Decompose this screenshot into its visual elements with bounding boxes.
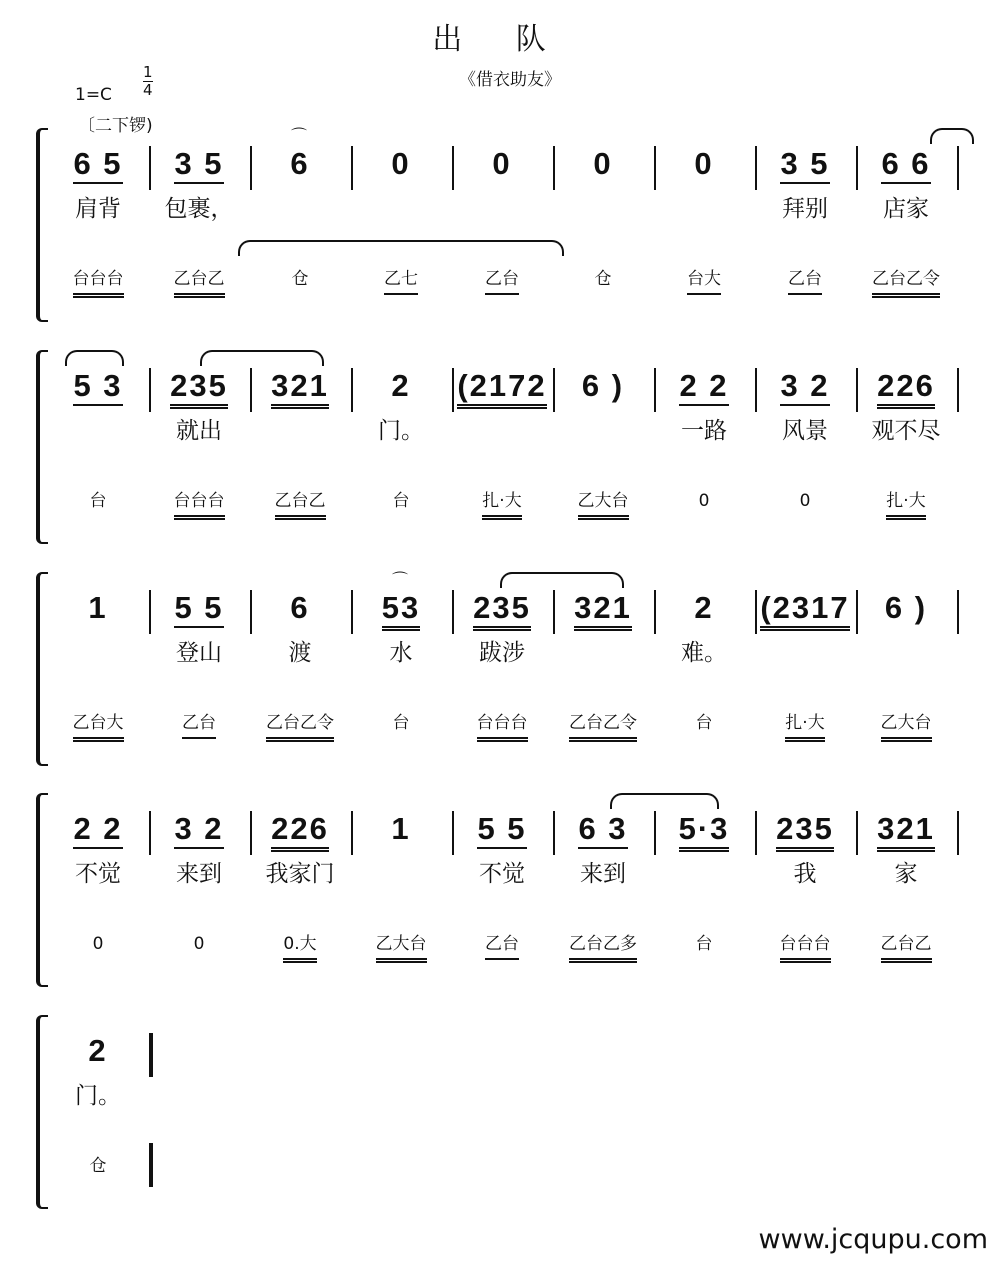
percussion-text: 仓 (291, 269, 309, 289)
measure-notes (553, 368, 653, 404)
lyric: 店家 (883, 196, 929, 222)
percussion (48, 1155, 148, 1180)
percussion-text: 乙台乙令 (872, 268, 940, 298)
percussion (250, 933, 350, 963)
percussion (553, 268, 653, 293)
slur (200, 350, 324, 366)
percussion (48, 933, 148, 958)
note-group: 235 (776, 811, 834, 852)
barline (957, 146, 959, 190)
barline (957, 811, 959, 855)
lyric: 门。 (378, 418, 424, 444)
lyric: 肩背 (75, 196, 121, 222)
note-group: 0 (391, 146, 411, 181)
percussion (755, 268, 855, 295)
percussion-text: 乙台乙 (174, 268, 225, 298)
percussion-text: 乙台 (485, 933, 519, 960)
percussion (553, 712, 653, 742)
barline (149, 1033, 153, 1077)
lyric: 家 (894, 861, 918, 887)
note-group: 0 (593, 146, 613, 181)
note-group: 2 2 (679, 368, 728, 406)
lyric: 我 (793, 861, 817, 887)
slur (610, 793, 719, 809)
percussion-text: 扎·大 (785, 712, 824, 742)
percussion-text: 台 (392, 491, 410, 511)
measure-notes (654, 590, 754, 626)
percussion (654, 712, 754, 737)
percussion-text: 乙台乙 (275, 490, 326, 520)
note-group: 5·3 (679, 811, 730, 852)
lyric: 跋涉 (479, 640, 525, 666)
note-group: 226 (877, 368, 935, 409)
percussion-text: 乙七 (384, 268, 418, 295)
measure-notes (48, 1033, 148, 1069)
percussion-text: 乙台乙令 (266, 712, 334, 742)
lyric: 风景 (782, 418, 828, 444)
note-group: 5 3 (73, 368, 122, 406)
percussion-text: 台台台 (174, 490, 225, 520)
measure-notes (654, 146, 754, 182)
note-group: 6 ) (581, 368, 625, 403)
system-bracket (36, 572, 48, 766)
percussion-text: 0 (799, 491, 811, 511)
measure-notes (755, 590, 855, 631)
measure-notes (755, 368, 855, 406)
measure-notes (755, 811, 855, 852)
system (0, 1015, 1000, 1215)
time-signature (143, 64, 153, 99)
note-group: 5 5 (477, 811, 526, 849)
measure-notes (553, 146, 653, 182)
percussion-text: 台 (89, 491, 107, 511)
note-group: 6 (290, 590, 310, 625)
percussion (856, 933, 956, 963)
percussion (856, 268, 956, 298)
measure-notes (250, 368, 350, 409)
system (0, 572, 1000, 772)
lyric: 拜别 (782, 196, 828, 222)
note-group: 6 (290, 146, 310, 181)
note-group: (2172 (457, 368, 546, 409)
note-group: 3 2 (780, 368, 829, 406)
measure-notes (48, 368, 148, 406)
note-group: 3 5 (174, 146, 223, 184)
percussion (654, 268, 754, 295)
barline (957, 368, 959, 412)
note-group: 5 5 (174, 590, 223, 628)
percussion (755, 933, 855, 963)
system-bracket (36, 1015, 48, 1209)
score-title: 出 队 (432, 22, 568, 57)
percussion-text: 台台台 (780, 933, 831, 963)
percussion (452, 490, 552, 520)
measure-notes (149, 146, 249, 184)
measure-notes (250, 590, 350, 626)
measure-notes (250, 811, 350, 852)
note-group: 6 6 (881, 146, 930, 184)
percussion-text: 仓 (89, 1156, 107, 1176)
percussion-text: 乙大台 (578, 490, 629, 520)
percussion (250, 268, 350, 293)
fermata-icon: ⌒ (391, 572, 410, 589)
percussion (250, 490, 350, 520)
lyric: 不觉 (75, 861, 121, 887)
percussion-text: 台 (695, 713, 713, 733)
percussion (856, 490, 956, 520)
measure-notes (452, 368, 552, 409)
note-group: 226 (271, 811, 329, 852)
measure-notes (654, 368, 754, 406)
percussion (755, 490, 855, 515)
percussion-text: 乙台乙多 (569, 933, 637, 963)
measure-notes (149, 590, 249, 628)
barline (149, 1143, 153, 1187)
score-subtitle: 《借衣助友》 (459, 70, 561, 90)
lyric: 包裹， (164, 196, 234, 222)
note-group: 6 5 (73, 146, 122, 184)
percussion-text: 乙大台 (376, 933, 427, 963)
lyric: 我家门 (265, 861, 335, 887)
note-group: 321 (271, 368, 329, 409)
time-bottom: 4 (143, 81, 153, 99)
measure-notes (351, 572, 451, 631)
percussion-text: 台 (695, 934, 713, 954)
note-group: 2 (88, 1033, 108, 1068)
system-bracket (36, 350, 48, 544)
measure-notes (856, 146, 956, 184)
percussion-text: 台台台 (477, 712, 528, 742)
percussion (149, 268, 249, 298)
lyric: 登山 (176, 640, 222, 666)
note-group: 235 (170, 368, 228, 409)
percussion (452, 712, 552, 742)
percussion (250, 712, 350, 742)
percussion (351, 268, 451, 295)
note-group: 0 (492, 146, 512, 181)
measure-notes (149, 368, 249, 409)
time-top: 1 (143, 63, 153, 81)
fermata-icon: ⌒ (290, 128, 309, 145)
percussion-text: 台台台 (73, 268, 124, 298)
percussion-text: 乙台 (788, 268, 822, 295)
lyric: 就出 (176, 418, 222, 444)
percussion (351, 712, 451, 737)
system (0, 793, 1000, 993)
percussion-text: 乙台 (485, 268, 519, 295)
measure-notes (250, 128, 350, 182)
measure-notes (755, 146, 855, 184)
lyric: 观不尽 (871, 418, 941, 444)
percussion-text: 台 (392, 713, 410, 733)
percussion (48, 268, 148, 298)
measure-notes (654, 811, 754, 852)
percussion (553, 490, 653, 520)
measure-notes (149, 811, 249, 849)
key-signature: 1=C (75, 85, 112, 105)
measure-notes (452, 146, 552, 182)
note-group: 3 2 (174, 811, 223, 849)
percussion (48, 490, 148, 515)
note-group: 321 (877, 811, 935, 852)
measure-notes (351, 368, 451, 404)
percussion-text: 乙台 (182, 712, 216, 739)
tie (930, 128, 974, 144)
lyric: 难。 (681, 640, 727, 666)
lyric: 一路 (681, 418, 727, 444)
percussion (452, 933, 552, 960)
measure-notes (48, 146, 148, 184)
note-group: 1 (391, 811, 411, 846)
percussion (149, 933, 249, 958)
percussion-text: 乙大台 (881, 712, 932, 742)
percussion (654, 933, 754, 958)
system (0, 128, 1000, 328)
percussion (351, 933, 451, 963)
percussion (351, 490, 451, 515)
measure-notes (48, 811, 148, 849)
intro-note: 〔二下锣) (78, 116, 153, 136)
percussion-text: 0 (698, 491, 710, 511)
note-group: 2 (391, 368, 411, 403)
note-group: 1 (88, 590, 108, 625)
note-group: 235 (473, 590, 531, 631)
note-group: 6 ) (884, 590, 928, 625)
barline (957, 590, 959, 634)
system (0, 350, 1000, 550)
lyric: 门。 (75, 1083, 121, 1109)
percussion-text: 0.大 (283, 933, 316, 963)
note-group: 53 (382, 590, 420, 631)
note-group: (2317 (760, 590, 849, 631)
percussion-text: 乙台乙 (881, 933, 932, 963)
percussion-text: 扎·大 (482, 490, 521, 520)
percussion (654, 490, 754, 515)
percussion-text: 乙台大 (73, 712, 124, 742)
measure-notes (856, 811, 956, 852)
watermark: www.jcqupu.com (758, 1224, 988, 1255)
lyric: 不觉 (479, 861, 525, 887)
note-group: 3 5 (780, 146, 829, 184)
note-group: 6 3 (578, 811, 627, 849)
lyric: 渡 (288, 640, 312, 666)
percussion-text: 台大 (687, 268, 721, 295)
system-bracket (36, 128, 48, 322)
percussion (452, 268, 552, 295)
measure-notes (351, 146, 451, 182)
percussion (149, 490, 249, 520)
percussion-text: 乙台乙令 (569, 712, 637, 742)
percussion (553, 933, 653, 963)
percussion (48, 712, 148, 742)
percussion-text: 扎·大 (886, 490, 925, 520)
note-group: 0 (694, 146, 714, 181)
percussion (856, 712, 956, 742)
note-group: 2 2 (73, 811, 122, 849)
tie (65, 350, 124, 366)
measure-notes (856, 590, 956, 626)
percussion (149, 712, 249, 739)
percussion-text: 0 (193, 934, 205, 954)
measure-notes (351, 811, 451, 847)
ornament-slur (238, 240, 564, 256)
percussion (755, 712, 855, 742)
measure-notes (553, 811, 653, 849)
lyric: 水 (389, 640, 413, 666)
note-group: 321 (574, 590, 632, 631)
measure-notes (553, 590, 653, 631)
percussion-text: 0 (92, 934, 104, 954)
lyric: 来到 (580, 861, 626, 887)
system-bracket (36, 793, 48, 987)
note-group: 2 (694, 590, 714, 625)
percussion-text: 仓 (594, 269, 612, 289)
measure-notes (452, 590, 552, 631)
measure-notes (48, 590, 148, 626)
slur (500, 572, 624, 588)
measure-notes (856, 368, 956, 409)
lyric: 来到 (176, 861, 222, 887)
measure-notes (452, 811, 552, 849)
